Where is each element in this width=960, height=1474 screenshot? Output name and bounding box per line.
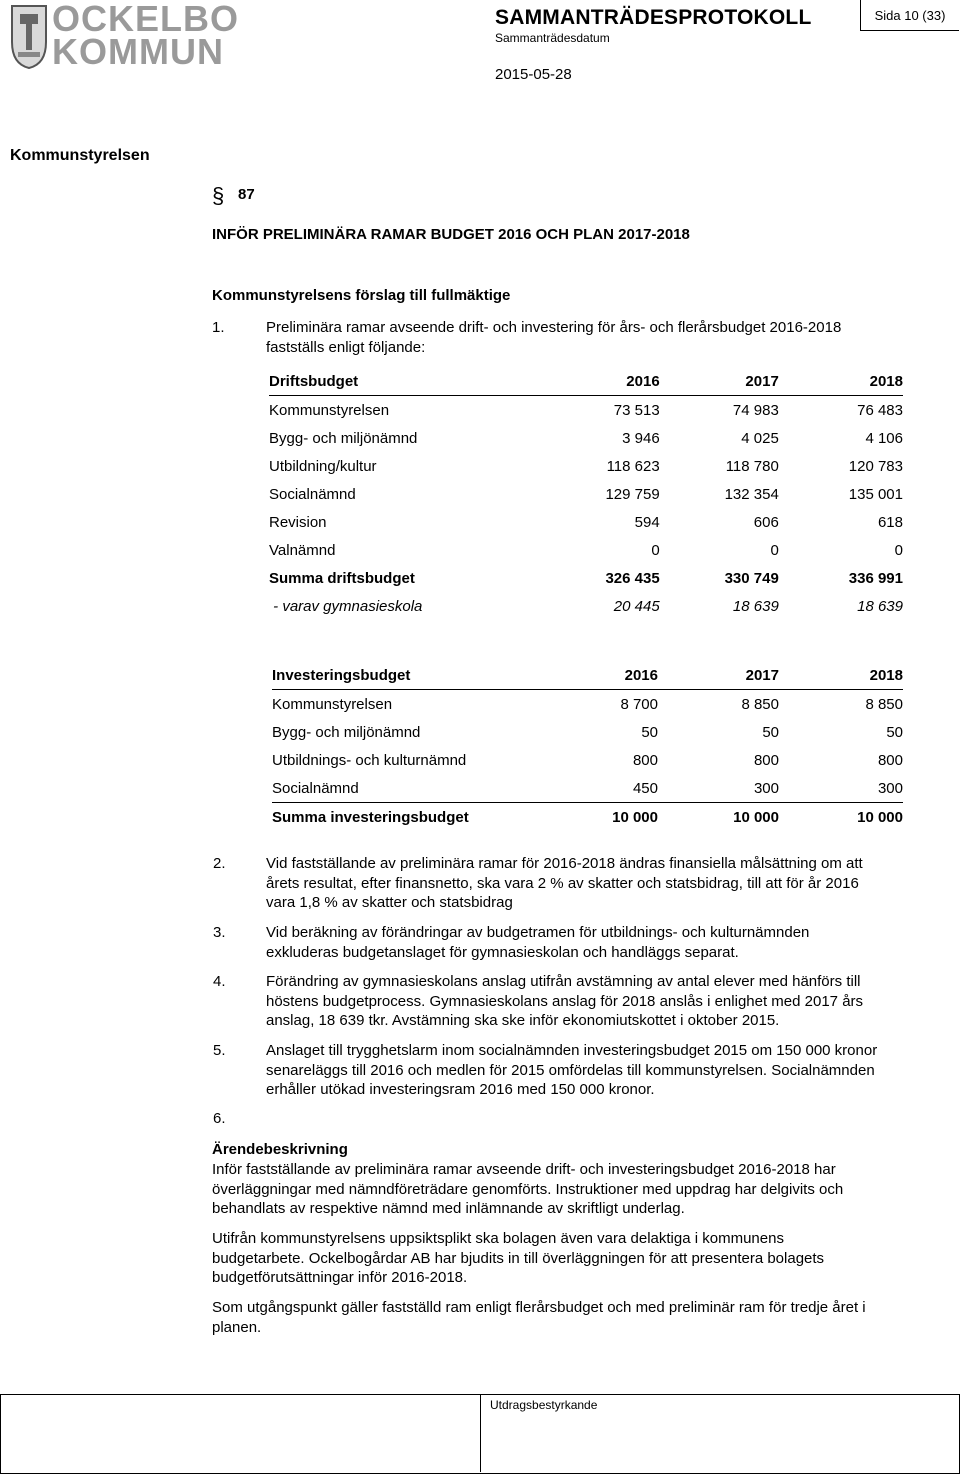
- text-line: Inför fastställande av preliminära ramar avseende drift- och investeringsbudget 2016-2018 har: [212, 1161, 836, 1178]
- table-cell: 618: [877, 513, 903, 531]
- item-1-line2: fastställs enligt följande:: [266, 339, 426, 356]
- table-cell: 300: [877, 779, 903, 797]
- table-cell: 336 991: [848, 569, 903, 587]
- table-cell: 18 639: [857, 597, 903, 615]
- table-header: 2017: [658, 661, 779, 690]
- table-header-row: [272, 661, 903, 690]
- operating-budget-table: [269, 367, 903, 620]
- table-cell: Socialnämnd: [269, 485, 356, 503]
- table-cell: 50: [886, 723, 903, 741]
- of-which-row: [269, 592, 903, 620]
- table-cell: 18 639: [732, 597, 779, 615]
- item-1-number: 1.: [212, 319, 225, 336]
- table-row: [272, 774, 903, 803]
- table-cell: Valnämnd: [269, 541, 336, 559]
- table-header: 2016: [589, 661, 658, 690]
- item-text-line: anslag, 18 639 tkr. Avstämning ska ske inför ekonomiutskottet i oktober 2015.: [266, 1012, 780, 1029]
- table-cell: 800: [877, 751, 903, 769]
- table-cell: 120 783: [848, 457, 903, 475]
- document-title: SAMMANTRÄDESPROTOKOLL: [495, 6, 812, 29]
- table-cell: 0: [894, 541, 903, 559]
- text-line: Utifrån kommunstyrelsens uppsiktsplikt ska bolagen även vara delaktiga i kommunens: [212, 1230, 784, 1247]
- list-item: [213, 1109, 253, 1129]
- table-row: [269, 424, 903, 452]
- item-text-line: höstens budgetprocess. Gymnasieskolans anslag för 2018 anslås i enlighet med 2017 års: [266, 992, 864, 1010]
- table-cell: 4 106: [865, 429, 903, 447]
- table-cell: 3 946: [622, 429, 660, 447]
- table-cell: 132 354: [724, 485, 779, 503]
- table-cell: 118 780: [725, 457, 779, 475]
- municipality-logo: [10, 0, 239, 72]
- table-cell: Summa investeringsbudget: [272, 803, 589, 832]
- table-cell: 8 700: [620, 695, 658, 713]
- table-row: [272, 746, 903, 774]
- list-item: [213, 854, 953, 914]
- text-line: överläggningar med nämndföreträdare genomförts. Instruktioner med uppdrag har delgivits och: [212, 1180, 844, 1198]
- table-cell: 74 983: [732, 401, 779, 419]
- table-cell: Kommunstyrelsen: [269, 401, 390, 419]
- text-line: budgetförutsättningar inför 2016-2018.: [212, 1269, 468, 1286]
- text-line: Som utgångspunkt gäller fastställd ram enligt flerårsbudget och med preliminär ram för tredje året i: [212, 1299, 866, 1316]
- item-text-line: senareläggs till 2016 och medlen för 2015 omfördelas till kommunstyrelsen. Socialnämnden: [266, 1061, 875, 1079]
- table-cell: 4 025: [741, 429, 779, 447]
- table-cell: Summa driftsbudget: [269, 569, 415, 587]
- table-cell: 76 483: [857, 401, 903, 419]
- table-cell: 10 000: [779, 803, 903, 832]
- table-cell: Utbildning/kultur: [269, 457, 377, 475]
- logo-text-line2: KOMMUN: [52, 31, 224, 72]
- table-cell: 450: [632, 779, 658, 797]
- text-line: planen.: [212, 1318, 262, 1336]
- item-text-line: erhåller utökad investeringsram 2016 med 150 000 kronor.: [266, 1081, 655, 1098]
- table-row: [272, 690, 903, 719]
- meeting-date: 2015-05-28: [495, 66, 572, 83]
- table-cell: 118 623: [606, 457, 660, 475]
- table-cell: Socialnämnd: [272, 779, 359, 797]
- table-cell: 73 513: [613, 401, 660, 419]
- table-cell: Revision: [269, 513, 327, 531]
- item-text-line: exkluderas budgetanslaget för gymnasieskolan och handläggs separat.: [266, 943, 739, 961]
- table-cell: 10 000: [589, 803, 658, 832]
- proposal-heading: Kommunstyrelsens förslag till fullmäktige: [212, 287, 511, 304]
- table-row: [269, 480, 903, 508]
- item-number: 2.: [213, 855, 226, 872]
- table-cell: 10 000: [658, 803, 779, 832]
- table-cell: - varav gymnasieskola: [269, 597, 423, 615]
- table-cell: 326 435: [605, 569, 660, 587]
- table-cell: Utbildnings- och kulturnämnd: [272, 751, 467, 769]
- table-header: Driftsbudget: [269, 367, 592, 396]
- table-cell: 800: [753, 751, 779, 769]
- table-row: [269, 508, 903, 536]
- table-header-row: [269, 367, 903, 396]
- table-cell: 20 445: [613, 597, 660, 615]
- table-header: 2017: [660, 367, 779, 396]
- page-number: [860, 0, 959, 31]
- table-cell: 135 001: [848, 485, 903, 503]
- list-item: [213, 972, 953, 1032]
- table-row: [272, 718, 903, 746]
- table-cell: 50: [641, 723, 658, 741]
- item-1-line1: Preliminära ramar avseende drift- och investering för års- och flerårsbudget 2016-2018: [266, 319, 842, 336]
- item-number: 5.: [213, 1042, 226, 1059]
- list-item: [213, 1041, 958, 1101]
- item-text-line: vara 1,8 % av skatter och statsbidrag: [266, 894, 513, 911]
- table-cell: 606: [753, 513, 779, 531]
- table-cell: 800: [632, 751, 658, 769]
- table-cell: 300: [753, 779, 779, 797]
- text-line: behandlats av respektive nämnd med inlämnande av skriftligt underlag.: [212, 1200, 685, 1217]
- item-text-line: Förändring av gymnasieskolans anslag utifrån avstämning av antal elever med hänförs till: [266, 973, 861, 990]
- logo-text-line1: OCKELBO: [52, 0, 239, 39]
- description-paragraph: [212, 1298, 866, 1337]
- paragraph-symbol: §: [212, 183, 225, 208]
- item-number: 3.: [213, 924, 226, 941]
- item-number: 4.: [213, 973, 226, 990]
- description-paragraph: [212, 1229, 824, 1288]
- paragraph-number: 87: [238, 186, 255, 203]
- item-number: 6.: [213, 1110, 226, 1127]
- text-line: budgetarbete. Ockelbogårdar AB har bjudits in till överläggningen för att presentera bolagets: [212, 1249, 825, 1267]
- table-cell: 8 850: [741, 695, 779, 713]
- table-cell: 129 759: [605, 485, 660, 503]
- item-text-line: Vid beräkning av förändringar av budgetramen för utbildnings- och kulturnämnden: [266, 924, 810, 941]
- table-cell: 594: [634, 513, 660, 531]
- sum-row: [272, 803, 903, 832]
- item-text-line: Anslaget till trygghetslarm inom socialnämnden investeringsbudget 2015 om 150 000 kronor: [266, 1042, 878, 1059]
- table-header: 2018: [779, 367, 903, 396]
- table-cell: 0: [651, 541, 660, 559]
- organization-name: Kommunstyrelsen: [10, 147, 150, 164]
- certification-label: Utdragsbestyrkande: [490, 1398, 598, 1412]
- table-row: [269, 536, 903, 564]
- investment-budget-table: [272, 661, 903, 831]
- table-row: [269, 452, 903, 480]
- table-cell: Bygg- och miljönämnd: [272, 723, 421, 741]
- table-cell: 330 749: [724, 569, 779, 587]
- table-header: 2018: [779, 661, 903, 690]
- table-cell: 8 850: [865, 695, 903, 713]
- description-heading: Ärendebeskrivning: [212, 1141, 348, 1158]
- footer-divider: [480, 1394, 481, 1472]
- table-header: Investeringsbudget: [272, 661, 589, 690]
- list-item: [213, 923, 953, 963]
- table-cell: Kommunstyrelsen: [272, 695, 393, 713]
- table-cell: 50: [762, 723, 779, 741]
- item-text-line: Vid fastställande av preliminära ramar för 2016-2018 ändras finansiella målsättning om att: [266, 855, 863, 872]
- matter-heading: INFÖR PRELIMINÄRA RAMAR BUDGET 2016 OCH PLAN 2017-2018: [212, 226, 690, 243]
- sum-row: [269, 564, 903, 592]
- date-label: Sammanträdesdatum: [495, 31, 610, 45]
- page-number-text: Sida 10 (33): [874, 7, 946, 23]
- description-paragraph: [212, 1160, 843, 1219]
- table-row: [269, 396, 903, 425]
- table-cell: 0: [770, 541, 779, 559]
- table-cell: Bygg- och miljönämnd: [269, 429, 418, 447]
- table-header: 2016: [592, 367, 660, 396]
- item-text-line: årets resultat, efter finansnetto, ska vara 2 % av skatter och statsbidrag, till att för år 2016: [266, 874, 859, 892]
